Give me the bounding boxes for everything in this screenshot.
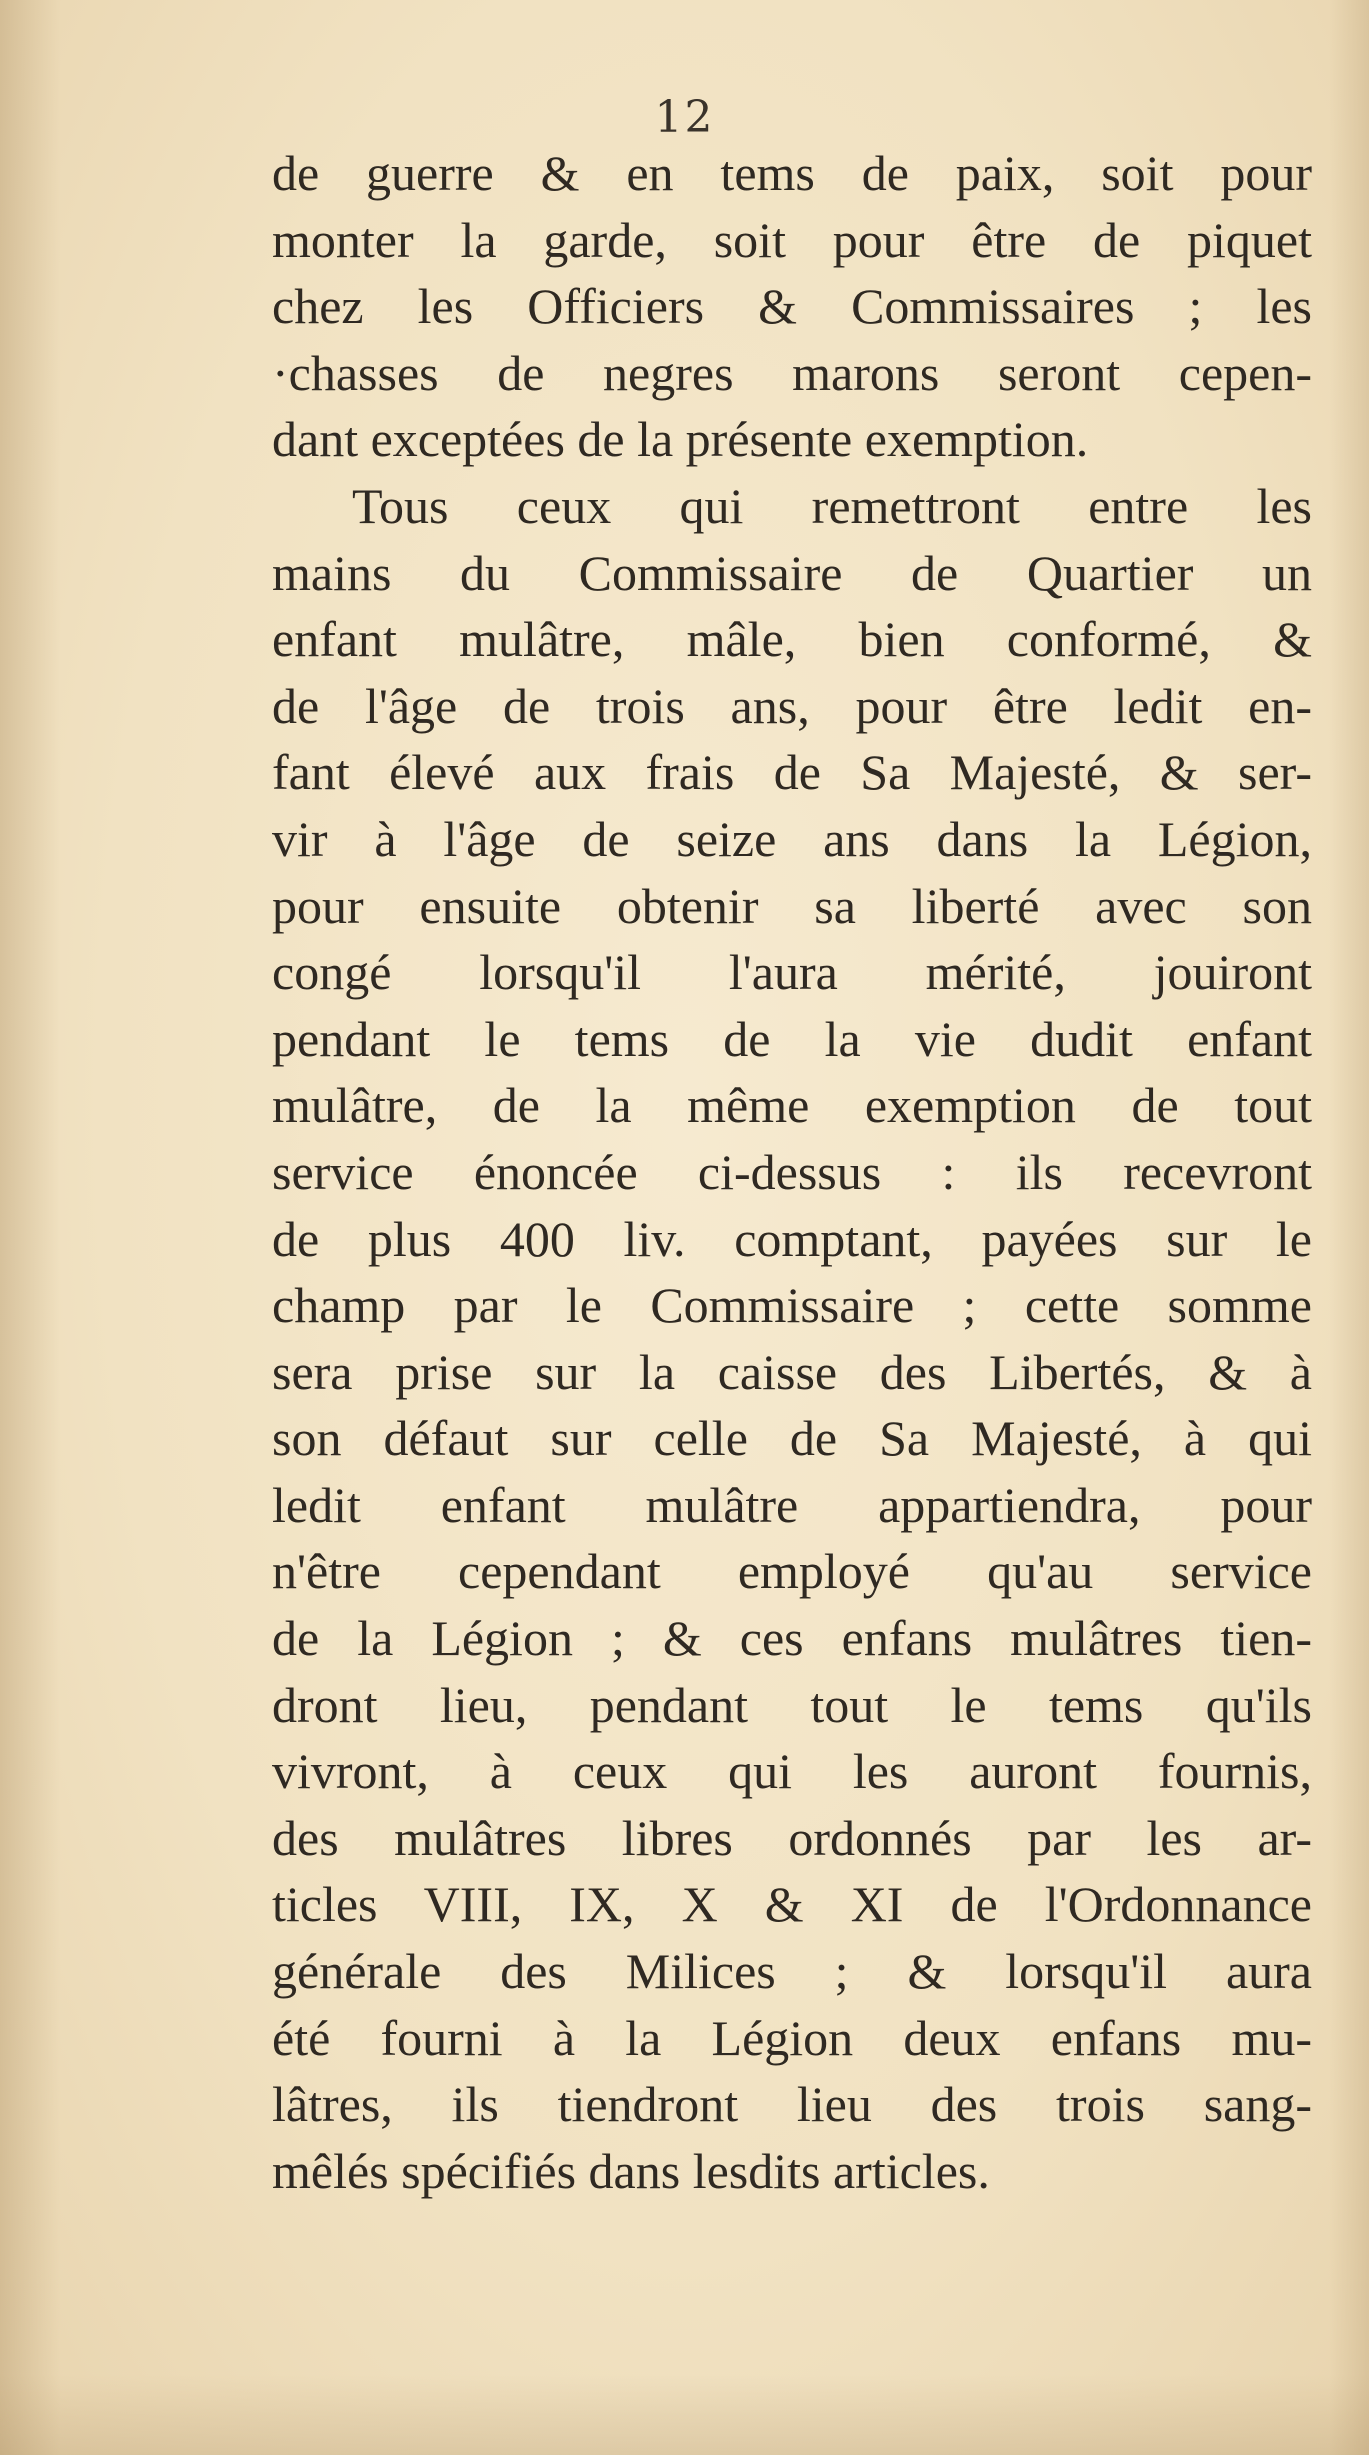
- text-line: de plus 400 liv. comptant, payées sur le: [272, 1210, 1312, 1267]
- text-line: de la Légion ; & ces enfans mulâtres tien-: [272, 1610, 1312, 1667]
- text-line: pour ensuite obtenir sa liberté avec son: [272, 877, 1312, 934]
- text-line: vir à l'âge de seize ans dans la Légion,: [272, 810, 1312, 867]
- text-line: congé lorsqu'il l'aura mérité, jouiront: [272, 944, 1312, 1001]
- text-line: enfant mulâtre, mâle, bien conformé, &: [272, 611, 1312, 668]
- page-number: 12: [654, 92, 715, 143]
- text-line: dront lieu, pendant tout le tems qu'ils: [272, 1676, 1312, 1733]
- text-line: sera prise sur la caisse des Libertés, & à: [272, 1343, 1312, 1400]
- text-line: service énoncée ci-dessus : ils recevront: [272, 1143, 1312, 1200]
- body-text: [272, 140, 1312, 2204]
- text-line: fant élevé aux frais de Sa Majesté, & ser-: [272, 744, 1312, 801]
- text-line: champ par le Commissaire ; cette somme: [272, 1277, 1312, 1334]
- text-line: dant exceptées de la présente exemption.: [272, 411, 1089, 468]
- text-line: chez les Officiers & Commissaires ; les: [272, 278, 1312, 335]
- page-shadow-left: [0, 0, 60, 2455]
- page-shadow-right: [1329, 0, 1369, 2455]
- text-line: été fourni à la Légion deux enfans mu-: [272, 2009, 1312, 2066]
- page-shadow-bottom: [0, 2375, 1369, 2455]
- text-line: ·chasses de negres marons seront cepen-: [272, 344, 1312, 401]
- text-line: de guerre & en tems de paix, soit pour: [272, 145, 1312, 201]
- text-line: vivront, à ceux qui les auront fournis,: [272, 1743, 1312, 1800]
- text-line: de l'âge de trois ans, pour être ledit en-: [272, 677, 1312, 734]
- text-line: ledit enfant mulâtre appartiendra, pour: [272, 1476, 1312, 1533]
- text-line: Tous ceux qui remettront entre les: [352, 477, 1312, 534]
- text-line: monter la garde, soit pour être de piquet: [272, 211, 1312, 268]
- text-line: mulâtre, de la même exemption de tout: [272, 1077, 1312, 1134]
- text-line: des mulâtres libres ordonnés par les ar-: [272, 1809, 1312, 1866]
- text-line: n'être cependant employé qu'au service: [272, 1543, 1312, 1600]
- text-line: mains du Commissaire de Quartier un: [272, 544, 1312, 601]
- text-line: ticles VIII, IX, X & XI de l'Ordonnance: [272, 1876, 1312, 1933]
- text-line: pendant le tems de la vie dudit enfant: [272, 1010, 1312, 1067]
- text-line: générale des Milices ; & lorsqu'il aura: [272, 1943, 1312, 2000]
- text-line: son défaut sur celle de Sa Majesté, à qui: [272, 1410, 1312, 1467]
- text-line: mêlés spécifiés dans lesdits articles.: [272, 2142, 990, 2199]
- text-line: lâtres, ils tiendront lieu des trois sang-: [272, 2076, 1312, 2133]
